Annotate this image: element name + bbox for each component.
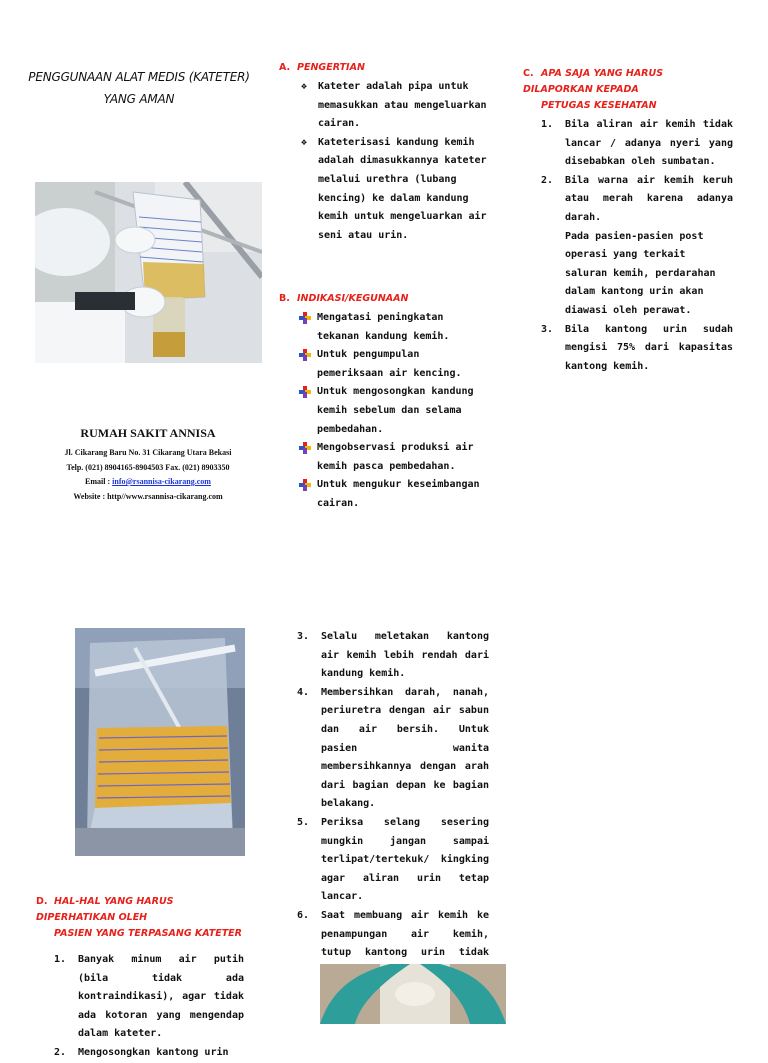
title-line-2: YANG AMAN bbox=[103, 92, 175, 106]
hospital-email bbox=[32, 477, 264, 486]
section-d-list bbox=[54, 951, 244, 1063]
item-note: Pada pasien-pasien post operasi yang terkait saluran kemih, perdarahan dalam kantong urin akan diawasi oleh perawat. bbox=[565, 230, 716, 316]
photo-emptying-bag bbox=[320, 964, 506, 1024]
item-number: 1. bbox=[541, 119, 554, 130]
section-d-heading bbox=[36, 894, 244, 926]
continued-items bbox=[297, 628, 489, 1000]
section-d-heading-line1: HAL-HAL YANG HARUS DIPERHATIKAN OLEH bbox=[36, 896, 174, 923]
section-c-heading-line2: PETUGAS KESEHATAN bbox=[541, 100, 657, 111]
photo-nurse-catheter-bag bbox=[35, 182, 262, 363]
list-item bbox=[541, 116, 733, 172]
colored-plus-bullet-icon bbox=[299, 349, 311, 361]
item-text: Membersihkan darah, nanah, periuretra dengan air sabun dan air bersih. Untuk pasien wanita membersihkannya dengan arah dari bagian depan ke bagian belakang. bbox=[321, 686, 489, 810]
list-item bbox=[541, 321, 733, 377]
item-text: Bila aliran air kemih tidak lancar / adanya nyeri yang disebabkan oleh sumbatan. bbox=[565, 119, 733, 168]
hospital-address: Jl. Cikarang Baru No. 31 Cikarang Utara Bekasi bbox=[64, 448, 232, 457]
email-label: Email : bbox=[85, 477, 113, 486]
item-number: 1. bbox=[54, 954, 67, 965]
item-number: 6. bbox=[297, 909, 310, 921]
section-d bbox=[36, 894, 244, 1063]
item-number: 2. bbox=[541, 174, 554, 186]
section-c bbox=[523, 66, 733, 376]
item-text: Bila warna air kemih keruh atau merah karena adanya darah. bbox=[565, 174, 733, 223]
item-number: 5. bbox=[297, 816, 310, 828]
item-text: Selalu meletakan kantong air kemih lebih rendah dari kandung kemih. bbox=[321, 631, 489, 680]
section-c-list bbox=[541, 116, 733, 376]
email-link[interactable]: info@rsannisa-cikarang.com bbox=[112, 477, 211, 486]
section-b-heading-text: INDIKASI/KEGUNAAN bbox=[297, 293, 409, 304]
list-item bbox=[297, 309, 491, 346]
photo-urine-bag bbox=[75, 628, 245, 856]
item-number: 4. bbox=[297, 686, 310, 698]
list-item bbox=[297, 476, 491, 513]
title-line-1: PENGGUNAAN ALAT MEDIS (KATETER) bbox=[28, 70, 250, 84]
list-item bbox=[54, 951, 244, 1044]
list-item bbox=[297, 78, 491, 134]
section-c-heading-line1: APA SAJA YANG HARUS DILAPORKAN KEPADA bbox=[523, 68, 664, 95]
section-b bbox=[279, 291, 491, 514]
section-b-letter: B. bbox=[279, 293, 290, 304]
item-text: Untuk mengukur keseimbangan cairan. bbox=[317, 479, 480, 509]
urine-bag-illustration bbox=[75, 628, 245, 856]
item-text: Kateter adalah pipa untuk memasukkan atau mengeluarkan cairan. bbox=[318, 81, 487, 130]
list-item bbox=[297, 439, 491, 476]
item-number: 3. bbox=[297, 631, 310, 642]
colored-plus-bullet-icon bbox=[299, 312, 311, 324]
list-item bbox=[297, 684, 489, 814]
brochure-title bbox=[28, 66, 250, 110]
hospital-phone: Telp. (021) 8904165-8904503 Fax. (021) 8903350 bbox=[66, 463, 230, 472]
item-text: Untuk pengumpulan pemeriksaan air kencing. bbox=[317, 349, 462, 379]
item-text: Mengosongkan kantong urin bbox=[78, 1046, 229, 1058]
item-text: Untuk mengosongkan kandung kemih sebelum dan selama pembedahan. bbox=[317, 386, 474, 435]
colored-plus-bullet-icon bbox=[299, 479, 311, 491]
diamond-bullet-icon: ❖ bbox=[301, 81, 308, 92]
list-item bbox=[541, 172, 733, 321]
emptying-bag-illustration bbox=[320, 964, 506, 1024]
section-a-list bbox=[297, 78, 491, 245]
list-item bbox=[297, 134, 491, 246]
section-c-letter: C. bbox=[523, 68, 534, 79]
item-number: 2. bbox=[54, 1046, 67, 1058]
list-item bbox=[297, 628, 489, 684]
hospital-name: RUMAH SAKIT ANNISA bbox=[80, 426, 216, 440]
section-a-heading-text: PENGERTIAN bbox=[297, 62, 365, 73]
list-item bbox=[297, 383, 491, 439]
item-text: Bila kantong urin sudah mengisi 75% dari kapasitas kantong kemih. bbox=[565, 323, 733, 372]
list-item bbox=[297, 346, 491, 383]
item-text: Periksa selang sesering mungkin jangan sampai terlipat/tertekuk/ kingking agar aliran urin tetap lancar. bbox=[321, 816, 489, 903]
continued-list bbox=[297, 628, 489, 1000]
section-d-heading-line2: PASIEN YANG TERPASANG KATETER bbox=[54, 928, 242, 939]
section-a bbox=[279, 60, 491, 245]
section-d-letter: D. bbox=[36, 896, 48, 907]
item-text: Kateterisasi kandung kemih adalah dimasukkannya kateter melalui urethra (lubang kencing) ke dalam kandung kemih untuk mengeluarkan air seni atau urin. bbox=[318, 136, 487, 241]
section-b-heading bbox=[279, 291, 491, 307]
nurse-catheter-illustration bbox=[35, 182, 262, 363]
colored-plus-bullet-icon bbox=[299, 442, 311, 454]
section-c-heading bbox=[523, 66, 733, 98]
item-text: Banyak minum air putih (bila tidak ada kontraindikasi), agar tidak ada kotoran yang mengendap dalam kateter. bbox=[78, 954, 244, 1040]
hospital-website: Website : http//www.rsannisa-cikarang.com bbox=[73, 492, 223, 501]
section-a-letter: A. bbox=[279, 62, 291, 73]
item-text: Mengatasi peningkatan tekanan kandung kemih. bbox=[317, 312, 450, 342]
colored-plus-bullet-icon bbox=[299, 386, 311, 398]
item-text: Saat membuang air kemih ke penampungan air kemih, tutup kantong urin tidak bbox=[321, 909, 489, 959]
section-a-heading bbox=[279, 60, 491, 76]
item-number: 3. bbox=[541, 323, 554, 335]
section-b-list bbox=[297, 309, 491, 514]
item-text: Mengobservasi produksi air kemih pasca pembedahan. bbox=[317, 442, 474, 472]
list-item bbox=[297, 814, 489, 907]
diamond-bullet-icon: ❖ bbox=[301, 136, 308, 148]
list-item bbox=[54, 1044, 244, 1063]
